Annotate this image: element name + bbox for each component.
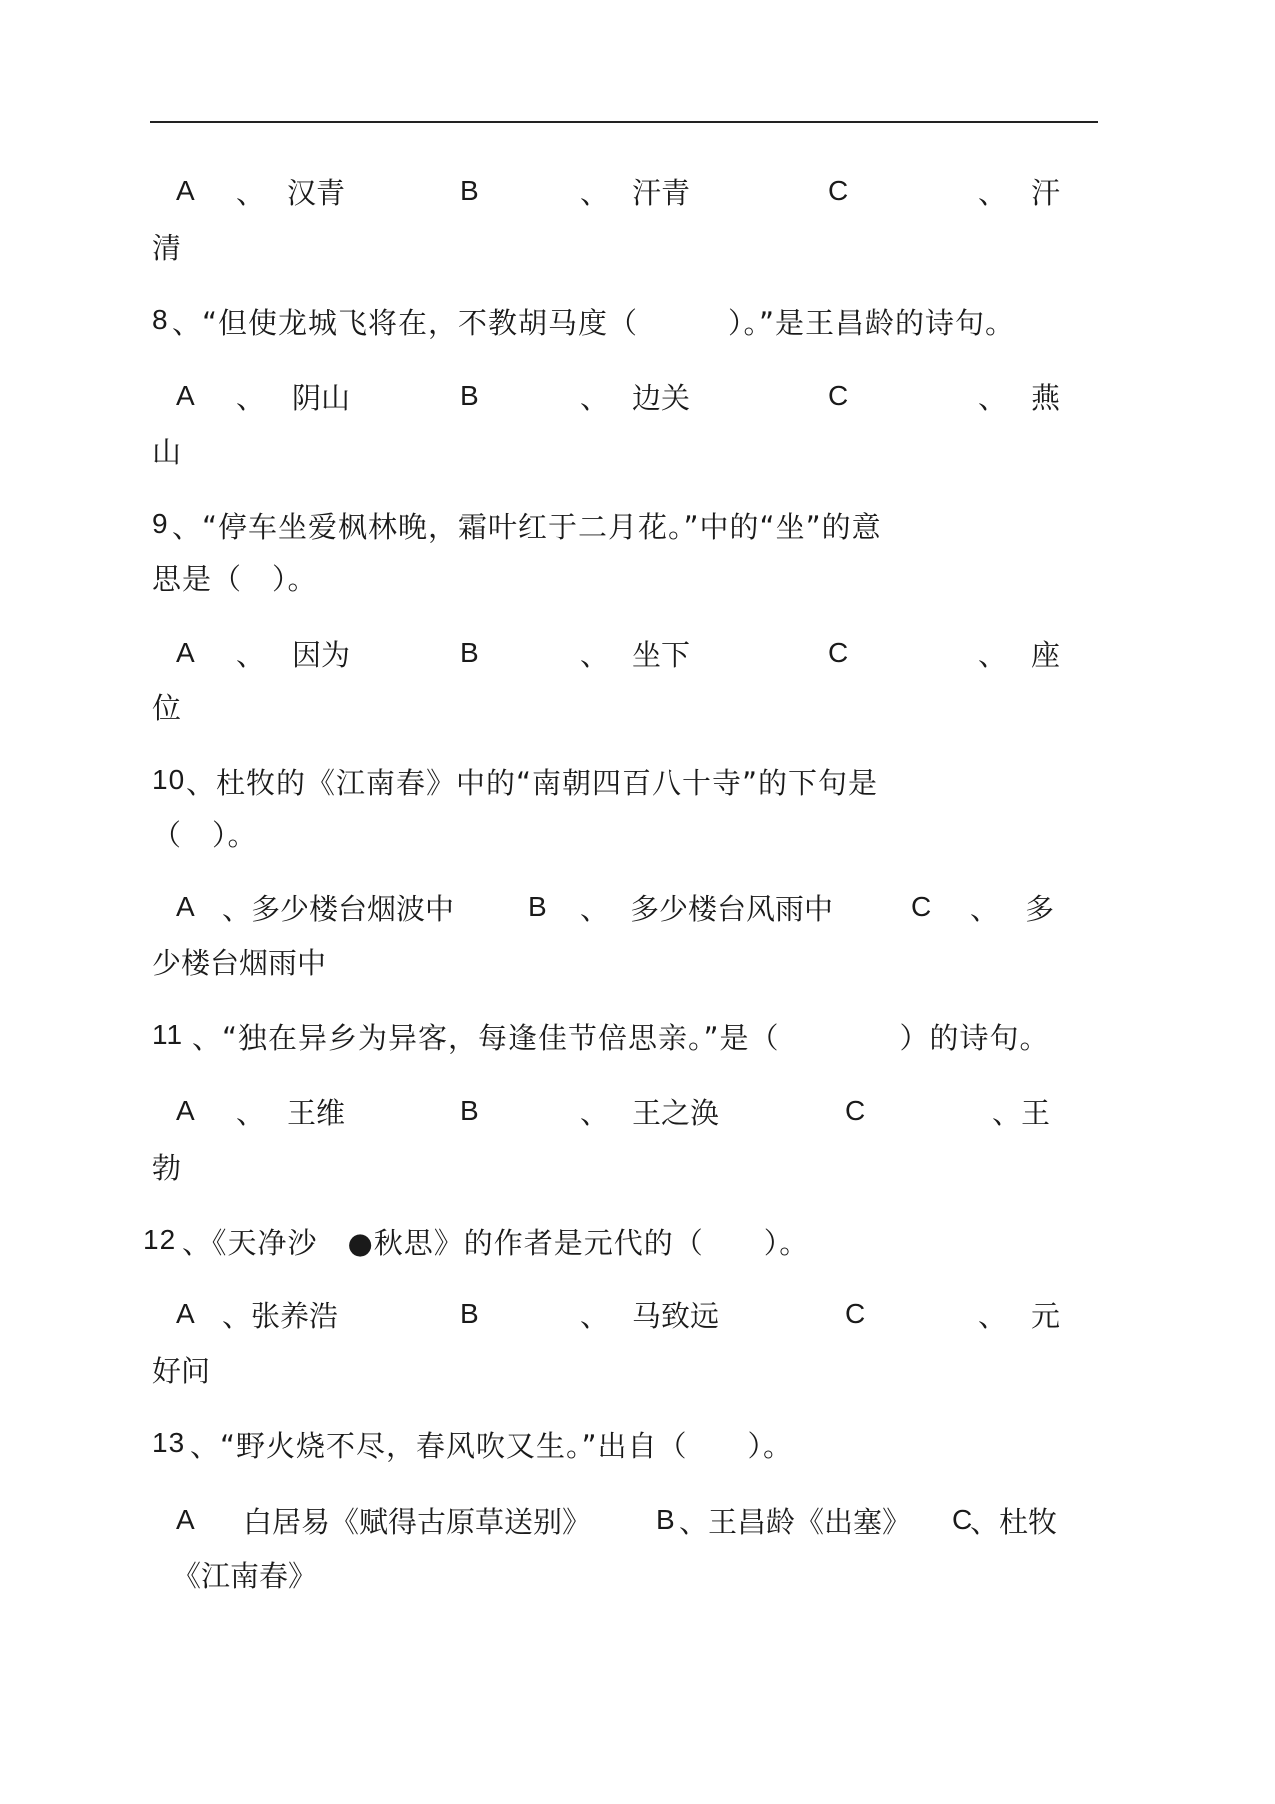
option-c-letter: C bbox=[845, 1298, 866, 1329]
question-text: 、“独在异乡为异客，每逢佳节倍思亲。”是（ ）的诗句。 bbox=[192, 1021, 1050, 1055]
option-separator: 、 bbox=[580, 176, 610, 210]
option-a-text: 白居易《赋得古原草送别》 bbox=[243, 1505, 592, 1539]
question-number: 12 bbox=[143, 1224, 177, 1255]
option-b-letter: B bbox=[460, 637, 479, 668]
question-number: 11 bbox=[152, 1019, 184, 1050]
option-separator: 、 bbox=[580, 381, 610, 415]
option-b-letter: B bbox=[460, 175, 479, 206]
question-number: 10 bbox=[152, 764, 186, 795]
option-a-text: 王维 bbox=[287, 1096, 346, 1130]
option-b-letter: B bbox=[460, 1298, 479, 1329]
option-a-letter: A bbox=[176, 1095, 195, 1126]
option-a-text: 因为 bbox=[292, 638, 351, 672]
option-c-text: 元 bbox=[1031, 1299, 1061, 1333]
option-c-text: 汗 bbox=[1031, 176, 1061, 210]
option-a-letter: A bbox=[176, 891, 195, 922]
option-c-text: 燕 bbox=[1031, 381, 1061, 415]
option-separator: 、 bbox=[580, 638, 610, 672]
option-b-text: 汗青 bbox=[632, 176, 691, 210]
option-b-letter: B bbox=[460, 1095, 479, 1126]
option-c-text: 、王 bbox=[992, 1096, 1051, 1130]
question-text-continuation: （ ）。 bbox=[152, 818, 258, 852]
option-c-text: 座 bbox=[1031, 638, 1061, 672]
option-b-text: 坐下 bbox=[632, 638, 691, 672]
question-number: 13 bbox=[152, 1427, 186, 1458]
option-separator: 、 bbox=[978, 176, 1008, 210]
question-number: 8 bbox=[152, 304, 169, 335]
option-a-text: 阴山 bbox=[292, 381, 351, 415]
option-c-letter: C bbox=[952, 1504, 973, 1535]
option-b-text: 马致远 bbox=[632, 1299, 720, 1333]
option-b-text: 、王昌龄《出塞》 bbox=[679, 1505, 912, 1539]
option-a-text: 汉青 bbox=[287, 176, 346, 210]
option-a-letter: A bbox=[176, 380, 195, 411]
option-c-continuation: 少楼台烟雨中 bbox=[152, 946, 327, 980]
option-b-letter: B bbox=[460, 380, 479, 411]
option-b-letter: B bbox=[656, 1504, 675, 1535]
question-text: 、“野火烧不尽，春风吹又生。”出自（ ）。 bbox=[190, 1429, 794, 1463]
option-c-letter: C bbox=[845, 1095, 866, 1126]
option-c-continuation: 勃 bbox=[152, 1151, 182, 1185]
option-a-letter: A bbox=[176, 175, 195, 206]
option-separator: 、 bbox=[236, 176, 266, 210]
option-c-letter: C bbox=[911, 891, 932, 922]
option-separator: 、 bbox=[580, 1299, 610, 1333]
option-separator: 、 bbox=[580, 1096, 610, 1130]
option-c-continuation: 位 bbox=[152, 691, 182, 725]
option-c-continuation: 好问 bbox=[152, 1354, 211, 1388]
option-b-letter: B bbox=[528, 891, 547, 922]
option-c-text: 、杜牧 bbox=[970, 1505, 1058, 1539]
question-text: 、“停车坐爱枫林晚，霜叶红于二月花。”中的“坐”的意 bbox=[172, 510, 882, 544]
question-text: 、杜牧的《江南春》中的“南朝四百八十寺”的下句是 bbox=[186, 766, 879, 800]
option-separator: 、 bbox=[978, 381, 1008, 415]
option-separator: 、 bbox=[978, 1299, 1008, 1333]
option-c-continuation: 《江南春》 bbox=[172, 1559, 318, 1593]
option-c-letter: C bbox=[828, 637, 849, 668]
option-b-text: 多少楼台风雨中 bbox=[630, 892, 834, 926]
option-c-letter: C bbox=[828, 380, 849, 411]
option-separator: 、 bbox=[236, 1096, 266, 1130]
option-b-text: 王之涣 bbox=[632, 1096, 720, 1130]
option-separator: 、 bbox=[580, 892, 610, 926]
option-b-text: 边关 bbox=[632, 381, 691, 415]
header-rule bbox=[150, 121, 1098, 123]
option-a-letter: A bbox=[176, 1504, 195, 1535]
option-a-text: 、多少楼台烟波中 bbox=[222, 892, 455, 926]
option-separator: 、 bbox=[978, 638, 1008, 672]
option-c-letter: C bbox=[828, 175, 849, 206]
option-c-continuation: 清 bbox=[152, 231, 182, 265]
option-separator: 、 bbox=[970, 892, 1000, 926]
option-separator: 、 bbox=[236, 638, 266, 672]
option-a-letter: A bbox=[176, 1298, 195, 1329]
question-text: 、《天净沙 ●秋思》的作者是元代的（ ）。 bbox=[182, 1226, 810, 1260]
question-number: 9 bbox=[152, 508, 169, 539]
question-text: 、“但使龙城飞将在，不教胡马度（ ）。”是王昌龄的诗句。 bbox=[172, 306, 1016, 340]
option-c-continuation: 山 bbox=[152, 435, 182, 469]
option-separator: 、 bbox=[236, 381, 266, 415]
option-a-text: 、张养浩 bbox=[222, 1299, 339, 1333]
option-a-letter: A bbox=[176, 637, 195, 668]
option-c-text: 多 bbox=[1025, 892, 1055, 926]
question-text-continuation: 思是（ ）。 bbox=[152, 562, 318, 596]
